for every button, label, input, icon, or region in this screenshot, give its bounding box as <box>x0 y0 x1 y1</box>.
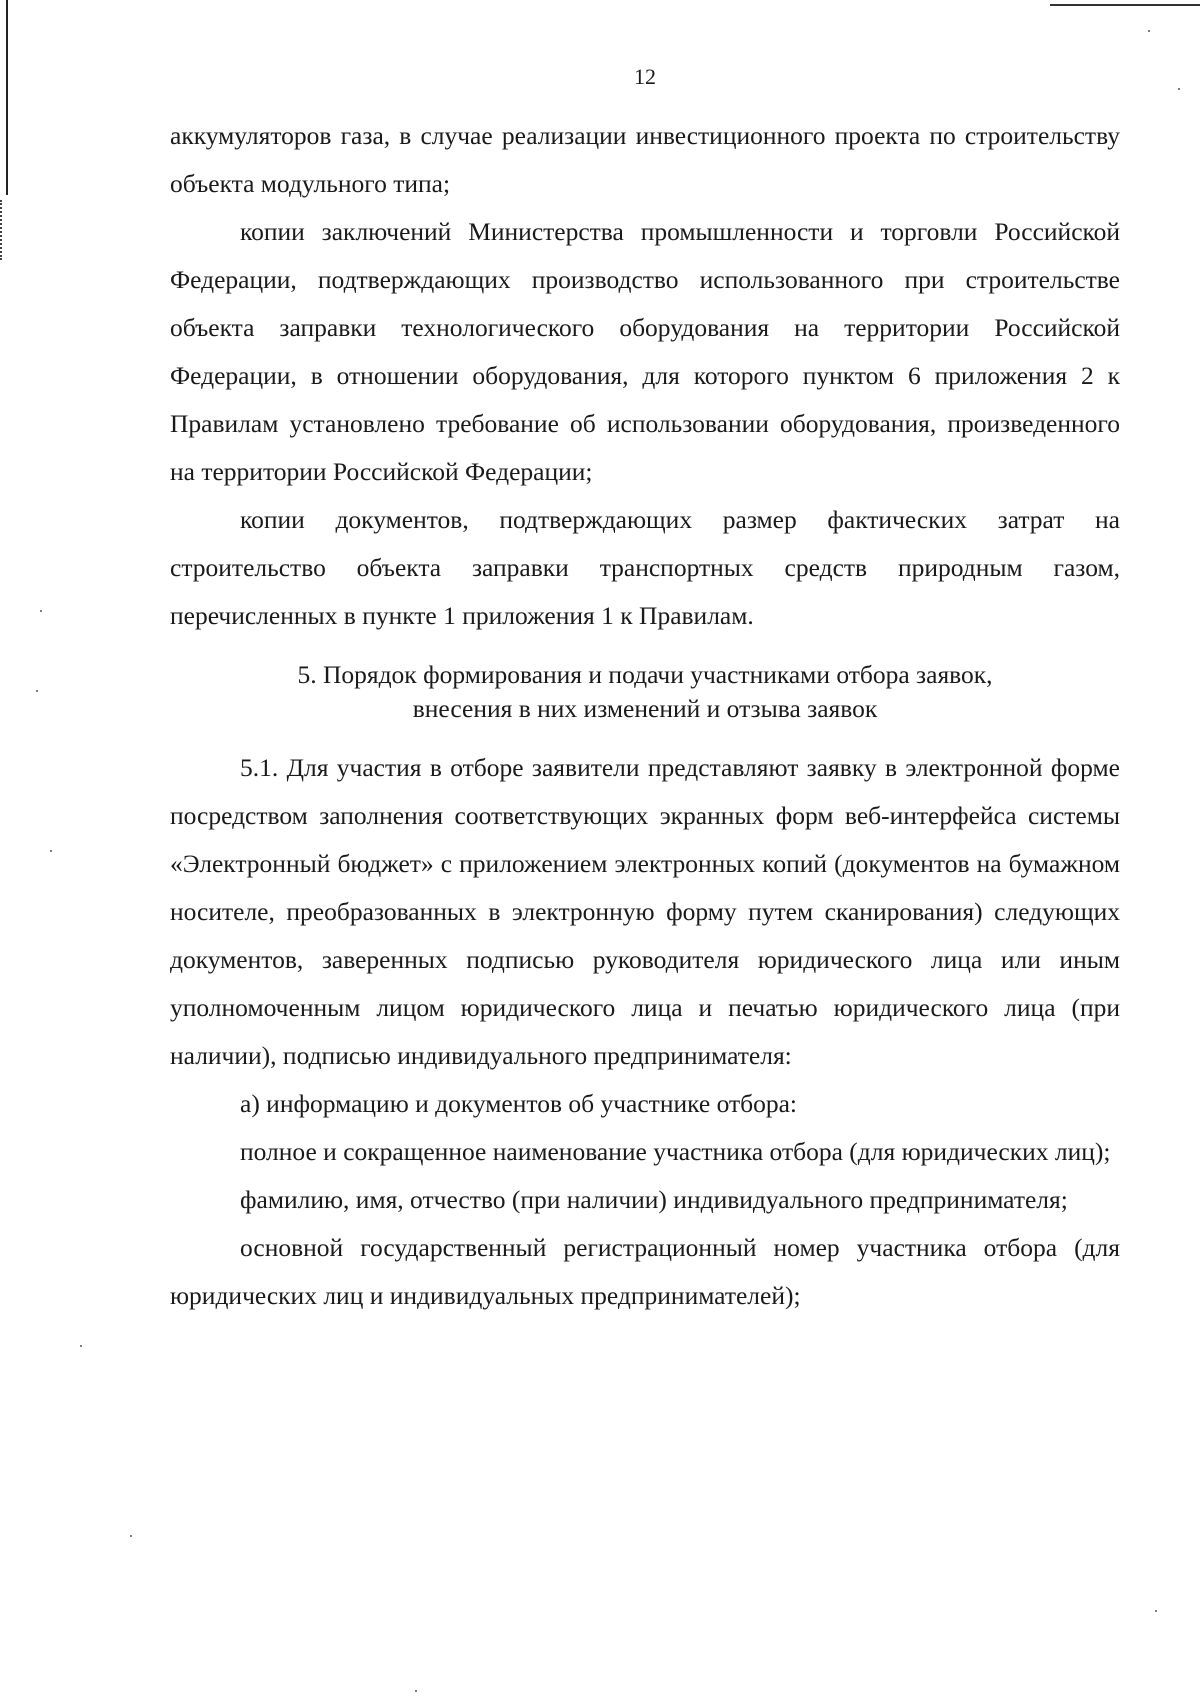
paragraph-continuation: аккумуляторов газа, в случае реализации инвестиционного проекта по строительству объекта модульного типа; <box>170 121 1120 198</box>
scan-speck <box>415 1690 417 1692</box>
scan-edge-marks <box>0 200 6 260</box>
scan-speck <box>36 690 38 692</box>
paragraph-full-name: полное и сокращенное наименование участника отбора (для юридических лиц); <box>240 1137 1111 1166</box>
scan-speck <box>50 850 52 852</box>
section-heading-line-2: внесения в них изменений и отзыва заявок <box>412 694 878 723</box>
document-body <box>170 112 1120 1320</box>
paragraph-ministry-conclusions: копии заключений Министерства промышленности и торговли Российской Федерации, подтверждающих производство использованного при строительстве объекта заправки технологического оборудования на территории Российской Федерации, в отношении оборудования, для которого пунктом 6 приложения 2 к Правилам установлено требование об использовании оборудования, произведенного на территории Российской Федерации; <box>170 217 1120 486</box>
paragraph-entrepreneur-name: фамилию, имя, отчество (при наличии) индивидуального предпринимателя; <box>240 1185 1068 1214</box>
page-number: 12 <box>634 64 656 89</box>
scan-speck <box>1178 88 1180 90</box>
scan-speck <box>1148 30 1150 32</box>
section-heading-line-1: 5. Порядок формирования и подачи участниками отбора заявок, <box>297 660 993 689</box>
section-heading <box>170 658 1120 726</box>
paragraph-registration-number: основной государственный регистрационный номер участника отбора (для юридических лиц и индивидуальных предпринимателей); <box>170 1233 1120 1310</box>
paragraph-item-a: а) информацию и документов об участнике отбора: <box>240 1089 798 1118</box>
scan-speck <box>130 1535 132 1537</box>
scan-top-rule <box>1050 4 1200 6</box>
scan-speck <box>40 610 42 612</box>
scan-speck <box>80 1345 82 1347</box>
paragraph-5-1: 5.1. Для участия в отборе заявители представляют заявку в электронной форме посредством заполнения соответствующих экранных форм веб-интерфейса системы «Электронный бюджет» с приложением электронных копий (документов на бумажном носителе, преобразованных в электронную форму путем сканирования) следующих документов, заверенных подписью руководителя юридического лица или иным уполномоченным лицом юридического лица и печатью юридического лица (при наличии), подписью индивидуального предпринимателя: <box>170 753 1120 1070</box>
paragraph-cost-documents: копии документов, подтверждающих размер фактических затрат на строительство объекта заправки транспортных средств природным газом, перечисленных в пункте 1 приложения 1 к Правилам. <box>170 505 1120 630</box>
scan-edge-line <box>6 0 8 195</box>
scan-speck <box>1155 1610 1157 1612</box>
